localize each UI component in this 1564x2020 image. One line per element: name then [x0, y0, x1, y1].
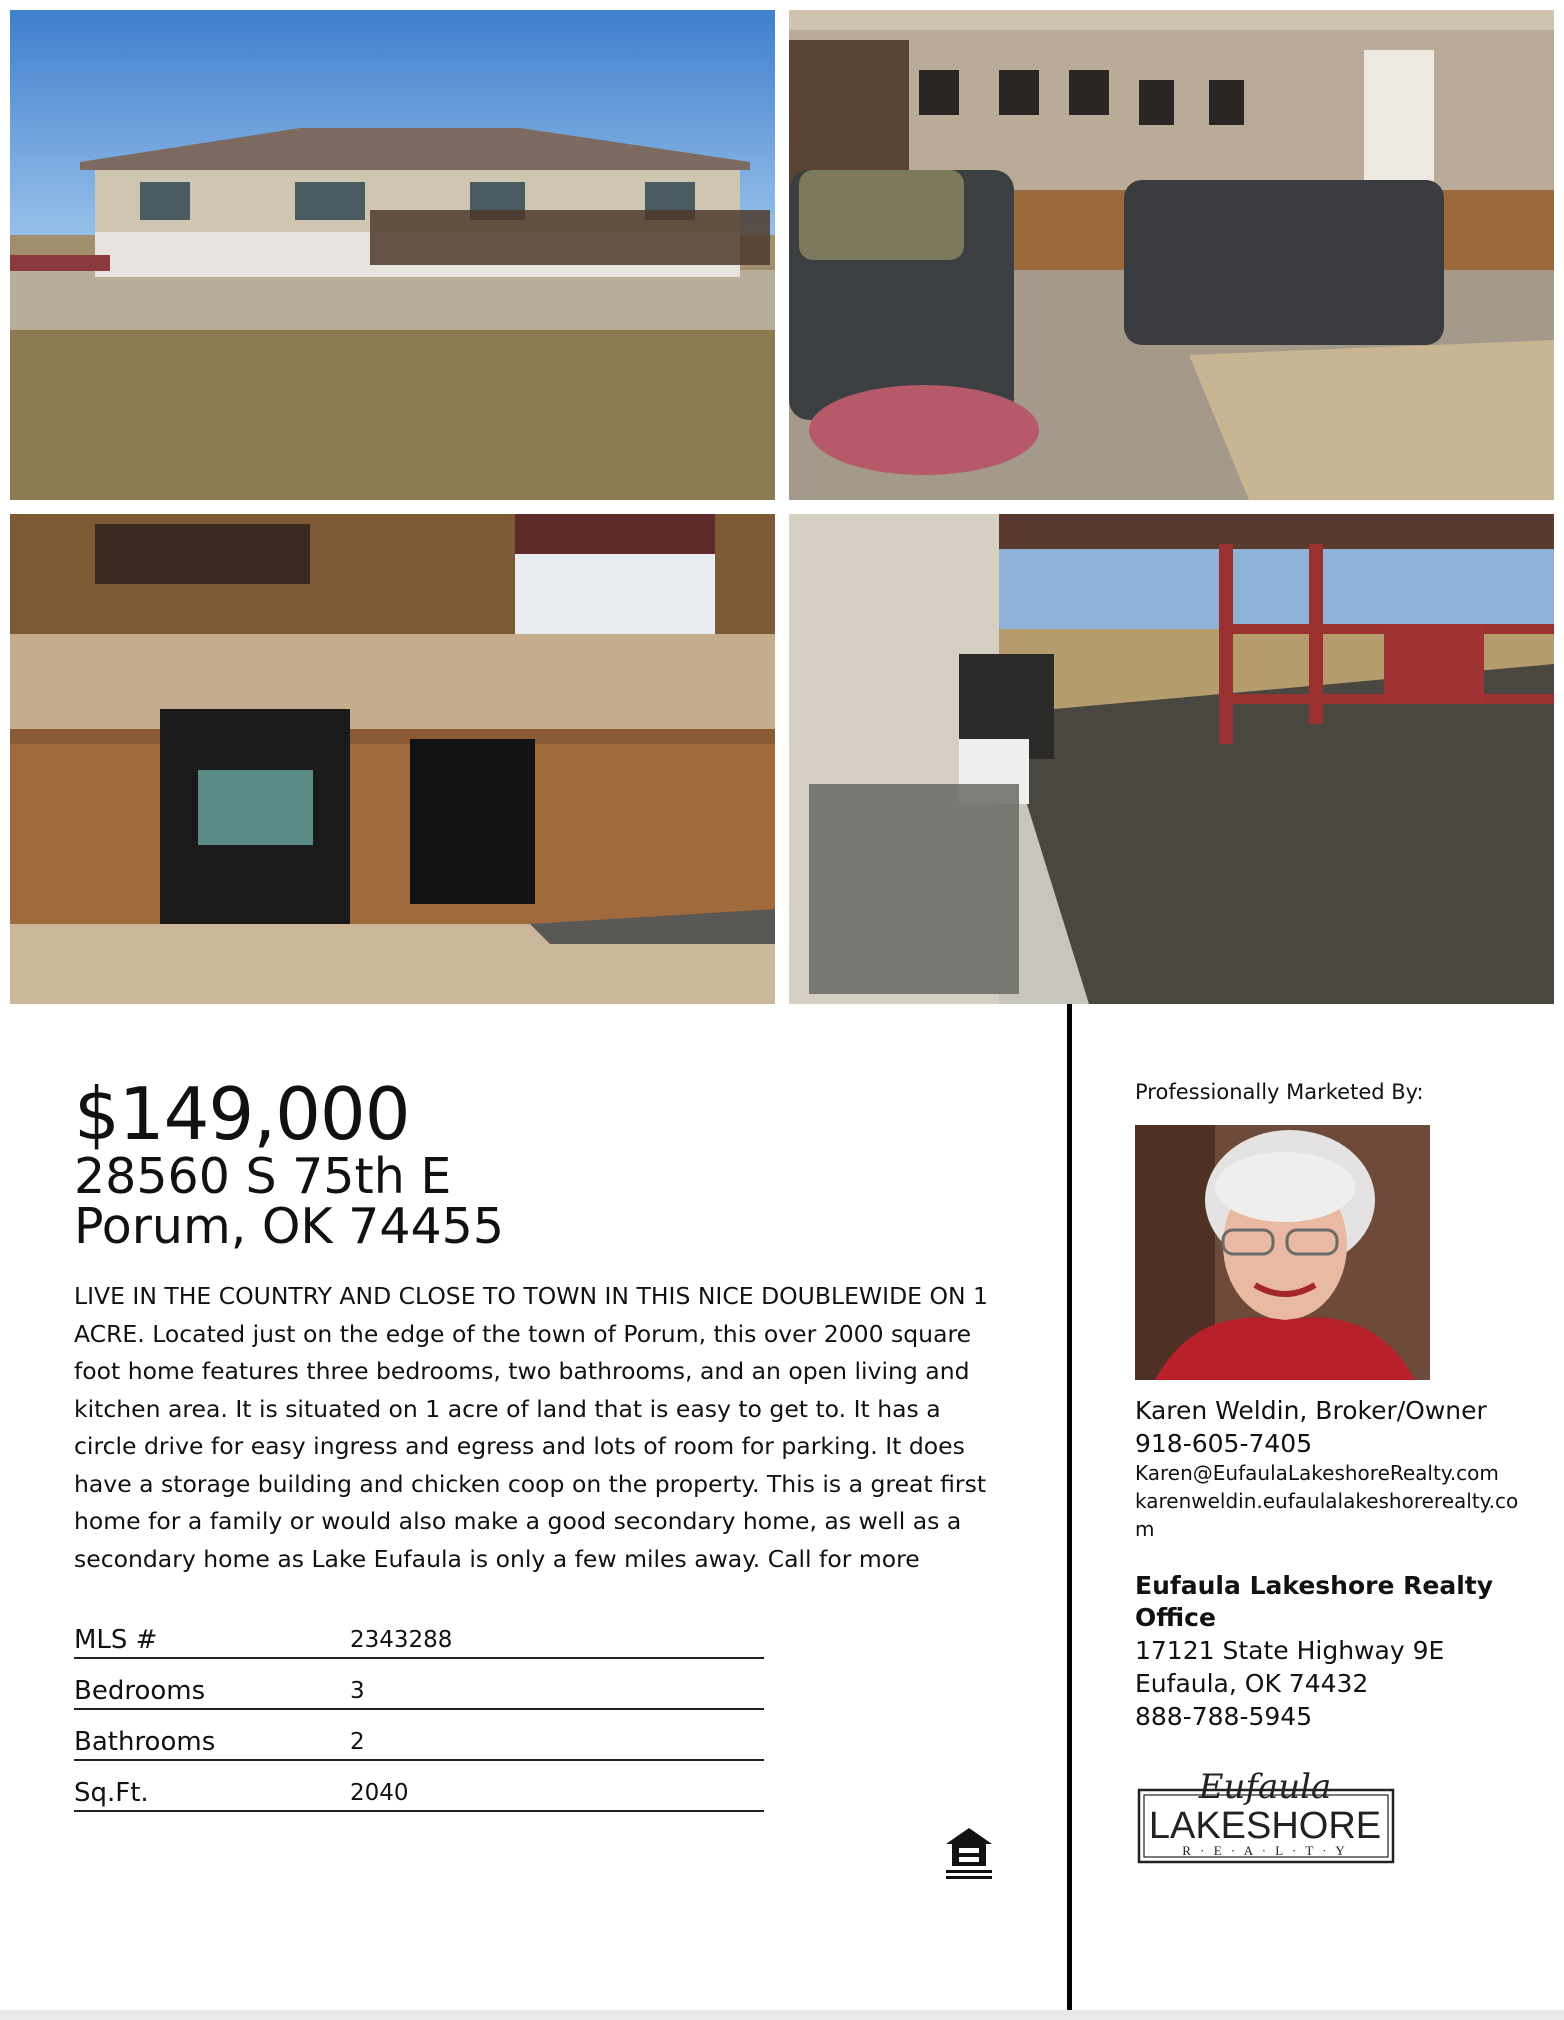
fact-value: 2	[350, 1729, 365, 1755]
fact-label: Bedrooms	[74, 1676, 206, 1706]
agent-name: Karen Weldin, Broker/Owner	[1135, 1396, 1487, 1425]
listing-description: LIVE IN THE COUNTRY AND CLOSE TO TOWN IN THIS NICE DOUBLEWIDE ON 1 ACRE. Located just on the edge of the town of Porum, this over 2000 square foot home features three bedrooms, two bathrooms, and an open living and kitchen area. It is situated on 1 acre of land that is easy to get to. It has a circle drive for easy ingress and egress and lots of room for parking. It does have a storage building and chicken coop on the property. This is a great first home for a family or would also make a good secondary home, as well as a secondary home as Lake Eufaula is only a few miles away. Call for more	[74, 1282, 988, 1573]
fact-value: 2343288	[350, 1627, 453, 1653]
facts-table	[74, 1609, 764, 1813]
agent-photo	[1135, 1125, 1430, 1380]
agent-phone[interactable]: 918-605-7405	[1135, 1429, 1313, 1458]
fact-row-mls	[74, 1609, 764, 1659]
office-name: Eufaula Lakeshore Realty Office	[1135, 1571, 1494, 1632]
logo-sub: R · E · A · L · T · Y	[1182, 1843, 1348, 1858]
fact-label: MLS #	[74, 1625, 158, 1655]
photo-living-room	[789, 10, 1554, 500]
office-city: Eufaula, OK 74432	[1135, 1669, 1369, 1698]
listing-price: $149,000	[74, 1072, 410, 1156]
equal-housing-opportunity-icon	[944, 1826, 994, 1880]
office-contact	[1135, 1570, 1555, 1733]
vertical-divider	[1067, 1004, 1072, 2010]
logo-script: Eufaula	[1198, 1767, 1332, 1807]
agent-contact	[1135, 1394, 1555, 1543]
office-street: 17121 State Highway 9E	[1135, 1636, 1445, 1665]
address-line-2: Porum, OK 74455	[74, 1198, 505, 1255]
photo-kitchen	[10, 514, 775, 1004]
bottom-strip	[0, 2010, 1564, 2020]
fact-row-bathrooms	[74, 1711, 764, 1761]
office-phone[interactable]: 888-788-5945	[1135, 1702, 1313, 1731]
logo-main: LAKESHORE	[1148, 1805, 1382, 1847]
photo-porch	[789, 514, 1554, 1004]
fact-row-sqft	[74, 1762, 764, 1812]
photo-exterior	[10, 10, 775, 500]
fact-label: Bathrooms	[74, 1727, 216, 1757]
brokerage-logo	[1135, 1758, 1397, 1868]
agent-email[interactable]: Karen@EufaulaLakeshoreRealty.com	[1135, 1461, 1499, 1485]
fact-value: 3	[350, 1678, 365, 1704]
fact-label: Sq.Ft.	[74, 1778, 149, 1808]
agent-website[interactable]: karenweldin.eufaulalakeshorerealty.com	[1135, 1489, 1519, 1541]
fact-value: 2040	[350, 1780, 409, 1806]
address-line-1: 28560 S 75th E	[74, 1148, 452, 1205]
marketed-by-label: Professionally Marketed By:	[1135, 1080, 1424, 1104]
fact-row-bedrooms	[74, 1660, 764, 1710]
